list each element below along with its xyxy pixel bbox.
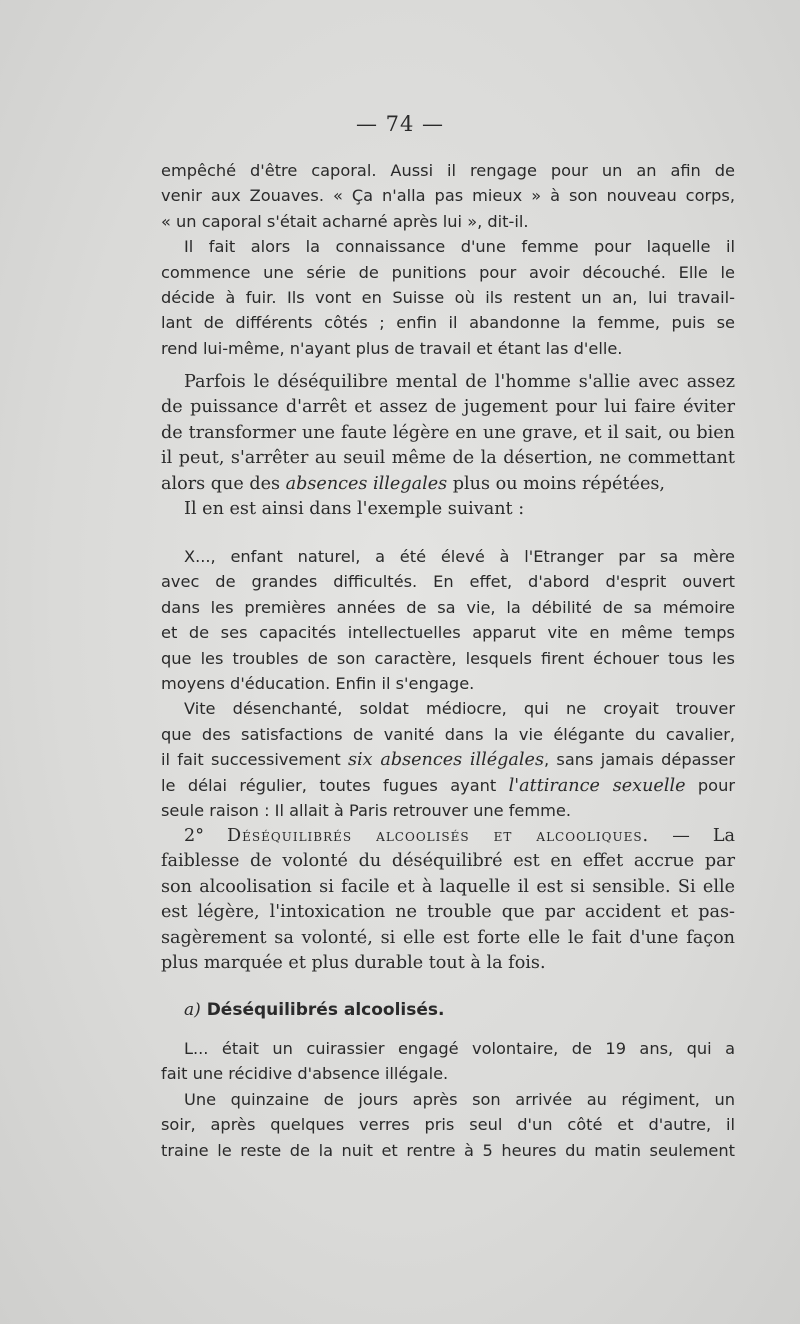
text-line: Il en est ainsi dans l'exemple suivant : — [184, 498, 525, 519]
text-line — [161, 773, 735, 798]
text-line: L... était un cuirassier engagé volontaire, de 19 ans, qui a — [184, 1039, 735, 1058]
text-line: plus marquée et plus durable tout à la fois. — [161, 952, 546, 973]
text-line: X..., enfant naturel, a été élevé à l'Etranger par sa mère — [184, 547, 735, 566]
text-line: Une quinzaine de jours après son arrivée au régiment, un — [184, 1089, 735, 1109]
text-line: et de ses capacités intellectuelles apparut vite en même temps — [161, 623, 735, 643]
text-line: moyens d'éducation. Enfin il s'engage. — [161, 673, 475, 693]
text-line: seule raison : Il allait à Paris retrouver une femme. — [161, 800, 571, 820]
text-line: rend lui-même, n'ayant plus de travail et étant las d'elle. — [161, 338, 623, 358]
text-line: est légère, l'intoxication ne trouble que par accident et pas- — [161, 902, 735, 923]
text-line: décide à fuir. Ils vont en Suisse où ils restent un an, lui travail- — [161, 287, 735, 307]
text-run: — La — [649, 826, 736, 846]
text-line: lant de différents côtés ; enfin il abandonne la femme, puis se — [161, 313, 735, 333]
text-run: , sans jamais dépasser — [544, 750, 735, 770]
text-line — [161, 747, 735, 772]
text-line: Parfois le déséquilibre mental de l'homme s'allie avec assez — [184, 372, 735, 392]
text-line: il peut, s'arrêter au seuil même de la désertion, ne commettant — [161, 448, 735, 469]
text-run: 2° — [184, 826, 228, 846]
subsection-heading — [161, 998, 735, 1023]
text-line: que des satisfactions de vanité dans la vie élégante du cavalier, — [161, 724, 735, 744]
text-line: que les troubles de son caractère, lesquels firent échouer tous les — [161, 648, 735, 668]
text-run: le délai régulier, toutes fugues ayant — [161, 775, 509, 795]
text-run: alors que des — [161, 473, 286, 494]
text-line: venir aux Zouaves. « Ça n'alla pas mieux » à son nouveau corps, — [161, 186, 735, 206]
heading-text: Déséquilibrés alcoolisés. — [200, 1000, 445, 1020]
paragraph-block-5 — [161, 1036, 735, 1163]
italic-text: six absences illégales — [348, 750, 544, 771]
text-line: Vite désenchanté, soldat médiocre, qui ne croyait trouver — [184, 699, 735, 719]
paragraph-block-1 — [161, 158, 735, 361]
text-line: empêché d'être caporal. Aussi il rengage pour un an afin de — [161, 161, 735, 180]
text-line: avec de grandes difficultés. En effet, d'abord d'esprit ouvert — [161, 572, 735, 592]
text-line: sagèrement sa volonté, si elle est forte elle le fait d'une façon — [161, 927, 735, 948]
text-line: traine le reste de la nuit et rentre à 5 heures du matin seulement — [161, 1140, 735, 1160]
heading-line — [161, 998, 735, 1023]
page-number: — 74 — — [355, 112, 445, 136]
italic-text: l'attirance sexuelle — [508, 775, 686, 796]
text-line: de transformer une faute légère en une grave, et il sait, ou bien — [161, 422, 735, 443]
text-line: fait une récidive d'absence illégale. — [161, 1064, 449, 1084]
text-line: commence une série de punitions pour avoir découché. Elle le — [161, 262, 735, 282]
text-line: de puissance d'arrêt et assez de jugement pour lui faire éviter — [161, 397, 735, 418]
section-title: Déséquilibrés alcoolisés et alcooliques. — [227, 826, 650, 846]
text-line: son alcoolisation si facile et à laquelle il est si sensible. Si elle — [161, 876, 735, 897]
text-line: faiblesse de volonté du déséquilibré est en effet accrue par — [161, 851, 735, 872]
text-line: dans les premières années de sa vie, la débilité de sa mémoire — [161, 597, 735, 617]
paragraph-block-2 — [161, 370, 735, 522]
text-line: Il fait alors la connaissance d'une femme pour laquelle il — [184, 237, 735, 257]
text-line: soir, après quelques verres pris seul d'un côté et d'autre, il — [161, 1115, 735, 1135]
heading-label: a) — [184, 1000, 201, 1020]
paragraph-block-4 — [161, 824, 735, 976]
text-line — [161, 472, 735, 497]
text-run: plus ou moins répétées, — [447, 473, 665, 494]
text-run: pour — [685, 775, 735, 795]
text-run: il fait successivement — [161, 750, 349, 770]
paragraph-block-3 — [161, 544, 735, 823]
italic-text: absences illegales — [285, 473, 448, 494]
text-line — [161, 824, 735, 849]
text-line: « un caporal s'était acharné après lui », dit-il. — [161, 211, 529, 231]
